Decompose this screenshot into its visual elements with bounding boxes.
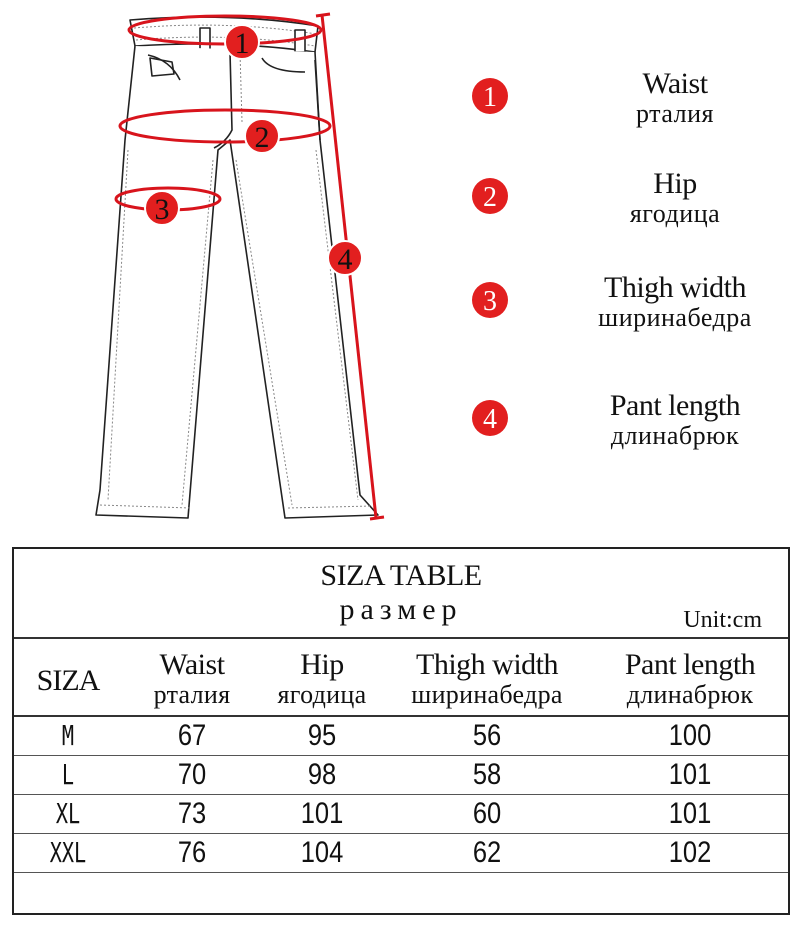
diagram-marker-2 (245, 119, 279, 154)
size-table (12, 547, 790, 915)
cell-length: 101 (668, 758, 712, 791)
header-waist-en: Waist (159, 648, 225, 681)
legend-item-waist (470, 68, 790, 138)
legend-item-thigh-width (470, 272, 790, 342)
legend-label (550, 68, 800, 128)
legend-label (550, 390, 800, 450)
legend-label (550, 272, 800, 332)
svg-text:1: 1 (483, 82, 497, 113)
number-badge-icon (470, 398, 510, 438)
cell-hip: 101 (300, 797, 344, 830)
cell-size: L (61, 758, 75, 791)
cell-length: 102 (668, 836, 712, 869)
cell-waist: 76 (177, 836, 207, 869)
number-badge-icon (470, 76, 510, 116)
legend-item-pant-length (470, 390, 790, 460)
table-row (14, 795, 788, 833)
header-hip-ru: ягодица (277, 680, 367, 709)
cell-hip: 98 (307, 758, 337, 791)
svg-text:3: 3 (154, 193, 170, 226)
cell-size: XL (55, 797, 81, 830)
legend-label-ru: ягодица (629, 199, 721, 228)
legend-item-hip (470, 168, 790, 238)
svg-text:4: 4 (483, 404, 497, 435)
header-hip (262, 649, 382, 709)
cell-length: 100 (668, 719, 712, 752)
legend-label-en: Thigh width (604, 271, 746, 304)
cell-thigh: 62 (472, 836, 502, 869)
header-thigh-width (382, 649, 592, 709)
legend-label-ru: рталия (636, 99, 714, 128)
table-row (14, 717, 788, 755)
table-divider (14, 872, 788, 873)
header-thigh-ru: ширинабедра (411, 680, 563, 709)
header-pant-length (592, 649, 788, 709)
header-thigh-en: Thigh width (416, 648, 558, 681)
legend-label-en: Waist (642, 67, 708, 100)
table-row (14, 756, 788, 794)
cell-length: 101 (668, 797, 712, 830)
cell-thigh: 56 (472, 719, 502, 752)
legend-label-en: Pant length (609, 389, 741, 422)
svg-text:2: 2 (483, 182, 497, 213)
legend-label (550, 168, 800, 228)
legend-label-ru: ширинабедра (598, 303, 752, 332)
svg-text:3: 3 (483, 286, 497, 317)
number-badge-icon (470, 280, 510, 320)
cell-thigh: 58 (472, 758, 502, 791)
header-waist (122, 649, 262, 709)
cell-hip: 95 (307, 719, 337, 752)
legend-label-ru: длинабрюк (610, 421, 740, 450)
header-hip-en: Hip (300, 648, 344, 681)
header-length-en: Pant length (624, 648, 756, 681)
diagram-marker-3 (145, 191, 179, 226)
header-length-ru: длинабрюк (626, 680, 754, 709)
cell-hip: 104 (300, 836, 344, 869)
svg-text:4: 4 (337, 243, 353, 276)
table-divider (14, 637, 788, 639)
number-badge-icon (470, 176, 510, 216)
diagram-marker-4 (328, 241, 362, 276)
legend-label-en: Hip (653, 167, 697, 200)
header-waist-ru: рталия (153, 680, 231, 709)
diagram-marker-1 (225, 25, 259, 60)
cell-waist: 70 (177, 758, 207, 791)
cell-waist: 73 (177, 797, 207, 830)
unit-label: Unit:cm (683, 607, 762, 633)
svg-text:2: 2 (254, 121, 270, 154)
table-title: SIZA TABLE (320, 559, 482, 592)
svg-text:1: 1 (234, 27, 250, 60)
cell-waist: 67 (177, 719, 207, 752)
cell-size: M (61, 719, 75, 752)
table-row (14, 834, 788, 872)
header-size: SIZA (36, 664, 100, 697)
cell-size: XXL (49, 836, 87, 869)
table-title-ru: размер (339, 593, 463, 626)
cell-thigh: 60 (472, 797, 502, 830)
